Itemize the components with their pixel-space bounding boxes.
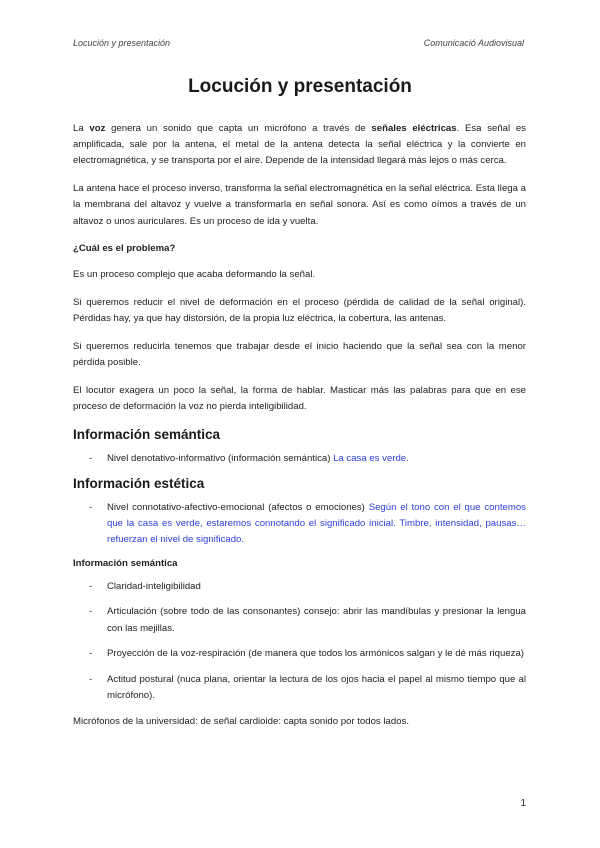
p1-e: . Esa señal es amplificada, sale por la antena, el metal de la antena detecta la señal eléctrica y la convierte en electromagnética, y se transporta por el aire. Depende de la intensidad llegará más lejos o más cerca. bbox=[73, 123, 526, 167]
list-item-text: Proyección de la voz-respiración (de manera que todos los armónicos salgan y le dé más riqueza) bbox=[107, 648, 525, 660]
list-dash: - bbox=[89, 648, 93, 660]
paragraph-voz bbox=[73, 121, 526, 170]
list-item-text: Nivel connotativo-afectivo-emocional (afectos o emociones) bbox=[107, 502, 369, 514]
list-item bbox=[73, 451, 526, 467]
header-left: Locución y presentación bbox=[73, 38, 171, 48]
list-voz-tecnica bbox=[73, 579, 526, 705]
list-item bbox=[73, 672, 526, 704]
paragraph-antena: La antena hace el proceso inverso, transforma la señal electromagnética en la señal eléctrica. Esta llega a la membrana del altavoz y vuelve a transformarla en señal sonora. Así es como oímos a través de un altavoz o unos auriculares. Es un proceso de ida y vuelta. bbox=[73, 183, 526, 227]
paragraph-deformacion: Si queremos reducir el nivel de deformación en el proceso (pérdida de calidad de la señal original). Pérdidas hay, ya que hay distorsión, de la propia luz eléctrica, la cobertura, las antenas. bbox=[73, 297, 526, 325]
list-semantica bbox=[73, 451, 526, 467]
list-dash: - bbox=[89, 452, 93, 464]
paragraph-locutor: El locutor exagera un poco la señal, la forma de hablar. Masticar más las palabras para que en ese proceso de deformación la voz no pierda inteligibilidad. bbox=[73, 384, 526, 413]
list-item-example: Según el tono con el que contemos que la casa es verde, estaremos connotando el significado inicial. Timbre, intensidad, pausas… refuerzan el nivel de significado. bbox=[107, 502, 526, 546]
paragraph-reducirla: Si queremos reducirla tenemos que trabajar desde el inicio haciendo que la señal sea con la menor pérdida posible. bbox=[73, 341, 526, 369]
list-dash: - bbox=[89, 606, 93, 618]
p1-bold-voz: voz bbox=[89, 123, 106, 134]
paragraph-microfonos: Micrófonos de la universidad: de señal cardioide: capta sonido por todos lados. bbox=[73, 715, 409, 727]
p1-a: La bbox=[73, 123, 90, 134]
paragraph-proceso: Es un proceso complejo que acaba deformando la señal. bbox=[73, 269, 316, 281]
list-dash: - bbox=[89, 580, 93, 592]
question-heading bbox=[73, 241, 526, 257]
list-item-text: Actitud postural (nuca plana, orientar la lectura de los ojos hacia el papel al mismo tiempo que al micrófono). bbox=[107, 673, 526, 702]
p1-bold-senales: señales eléctricas bbox=[371, 123, 457, 134]
list-item-text: Claridad-inteligibilidad bbox=[107, 580, 201, 592]
list-item-example: La casa es verde. bbox=[333, 452, 409, 464]
list-estetica bbox=[73, 500, 526, 549]
p1-c: genera un sonido que capta un micrófono a través de bbox=[105, 123, 372, 134]
section-heading-semantica: Información semántica bbox=[73, 426, 221, 442]
list-item bbox=[73, 500, 526, 549]
header-right: Comunicació Audiovisual bbox=[423, 38, 524, 48]
list-item-text: Articulación (sobre todo de las consonantes) consejo: abrir las mandíbulas y presionar la lengua con las mejillas. bbox=[107, 606, 526, 634]
document-body bbox=[73, 121, 526, 742]
list-dash: - bbox=[89, 673, 93, 685]
question-text: ¿Cuál es el problema? bbox=[73, 243, 176, 255]
list-dash: - bbox=[89, 502, 93, 514]
subheading-semantica: Información semántica bbox=[73, 557, 178, 569]
list-item bbox=[73, 646, 526, 662]
list-item bbox=[73, 604, 526, 636]
list-item bbox=[73, 579, 526, 595]
section-heading-estetica: Información estética bbox=[73, 476, 205, 492]
page-title: Locución y presentación bbox=[188, 76, 412, 97]
list-item-text: Nivel denotativo-informativo (información semántica) bbox=[107, 452, 334, 464]
page-number: 1 bbox=[520, 798, 526, 809]
